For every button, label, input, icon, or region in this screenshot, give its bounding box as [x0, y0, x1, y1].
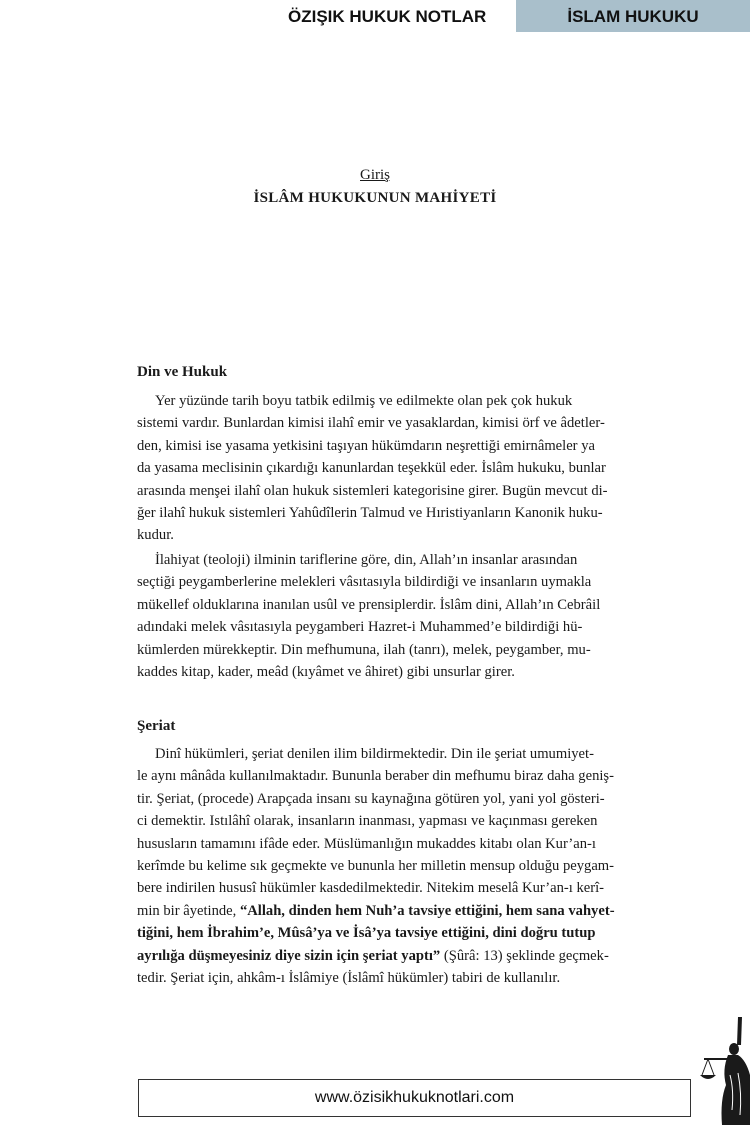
text-line: adındaki melek vâsıtasıyla peygamberi Hazret-i Muhammed’e bildirdiği hü- — [137, 619, 583, 636]
line-text: (Şûrâ: 13) şeklinde geçmek- — [440, 947, 609, 964]
text-line — [137, 945, 673, 967]
text-line: ci demektir. Istılâhî olarak, insanların inanması, yapması ve kaçınması gereken — [137, 813, 598, 830]
text-line: da yasama meclisinin çıkardığı kanunlardan teşekkül eder. İslâm hukuku, bunlar — [137, 460, 606, 477]
section-heading-seriat: Şeriat — [137, 718, 176, 734]
paragraph-din-2 — [137, 549, 673, 683]
text-line: mükellef olduklarına inanılan usûl ve prensiplerdir. İslâm dini, Allah’ın Cebrâil — [137, 596, 601, 613]
text-line: sistemi vardır. Bunlardan kimisi ilahî emir ve yasaklardan, kimisi örf ve âdetler- — [137, 415, 605, 432]
text-line: kerîmde bu kelime sık geçmekte ve bununla her milletin mensup olduğu peygam- — [137, 858, 615, 875]
paragraph-din-1 — [137, 390, 673, 547]
text-line: kaddes kitap, kader, meâd (kıyâmet ve âhiret) gibi unsurlar girer. — [137, 664, 515, 681]
page-title: İSLÂM HUKUKUNUN MAHİYETİ — [253, 190, 497, 206]
text-line: kudur. — [137, 527, 174, 544]
text-line: Dinî hükümleri, şeriat denilen ilim bildirmektedir. Din ile şeriat umumiyet- — [155, 746, 594, 762]
quote-text: tiğini, hem İbrahim’e, Mûsâ’ya ve İsâ’ya tavsiye ettiğini, dini doğru tutup — [137, 925, 596, 942]
text-line: bere indirilen hususî hükümler kasdedilmektedir. Nitekim meselâ Kur’an-ı kerî- — [137, 880, 605, 897]
header-site-title: ÖZIŞIK HUKUK NOTLAR — [288, 7, 487, 26]
text-line: tir. Şeriat, (procede) Arapçada insanı su kaynağına götüren yol, yani yol gösteri- — [137, 790, 605, 807]
header-section-title: İSLAM HUKUKU — [516, 0, 750, 32]
text-line: kümlerden mürekkeptir. Din mefhumuna, ilah (tanrı), melek, peygamber, mu- — [137, 641, 591, 658]
text-line: hususların tamamını ifâde eder. Müslümanlığın mukaddes kitabı olan Kur’an-ı — [137, 835, 596, 852]
footer-website-link[interactable]: www.özisikhukuknotlari.com — [138, 1079, 691, 1117]
lady-justice-icon — [698, 1015, 750, 1125]
text-line: den, kimisi ise yasama yetkisini taşıyan hükümdarın neşrettiği emirnâmeler ya — [137, 437, 595, 454]
text-line — [137, 900, 673, 922]
text-line: tedir. Şeriat için, ahkâm-ı İslâmiye (İslâmî hükümler) tabiri de kullanılır. — [137, 970, 561, 987]
quote-text: ayrılığa düşmeyesiniz diye sizin için şeriat yaptı” — [137, 947, 441, 964]
line-text: min bir âyetinde, — [137, 902, 240, 919]
intro-label: Giriş — [360, 167, 390, 183]
quote-text: “Allah, dinden hem Nuh’a tavsiye ettiğini, hem sana vahyet- — [239, 902, 615, 919]
text-line: Yer yüzünde tarih boyu tatbik edilmiş ve edilmekte olan pek çok hukuk — [155, 393, 573, 409]
text-line: seçtiği peygamberlerine melekleri vâsıtasıyla bildirdiği ve insanların uymakla — [137, 574, 592, 591]
section-heading-din-ve-hukuk: Din ve Hukuk — [137, 364, 228, 380]
text-line: İlahiyat (teoloji) ilminin tariflerine göre, din, Allah’ın insanlar arasından — [155, 552, 578, 568]
text-line: ğer ilahî hukuk sistemleri Yahûdîlerin Talmud ve Hıristiyanların Kanonik huku- — [137, 505, 603, 522]
paragraph-seriat — [137, 743, 673, 989]
text-line: arasında menşei ilahî olan hukuk sistemleri kategorisine girer. Bugün mevcut di- — [137, 482, 608, 499]
text-line: le aynı mânâda kullanılmaktadır. Bununla beraber din mefhumu biraz daha geniş- — [137, 768, 614, 785]
